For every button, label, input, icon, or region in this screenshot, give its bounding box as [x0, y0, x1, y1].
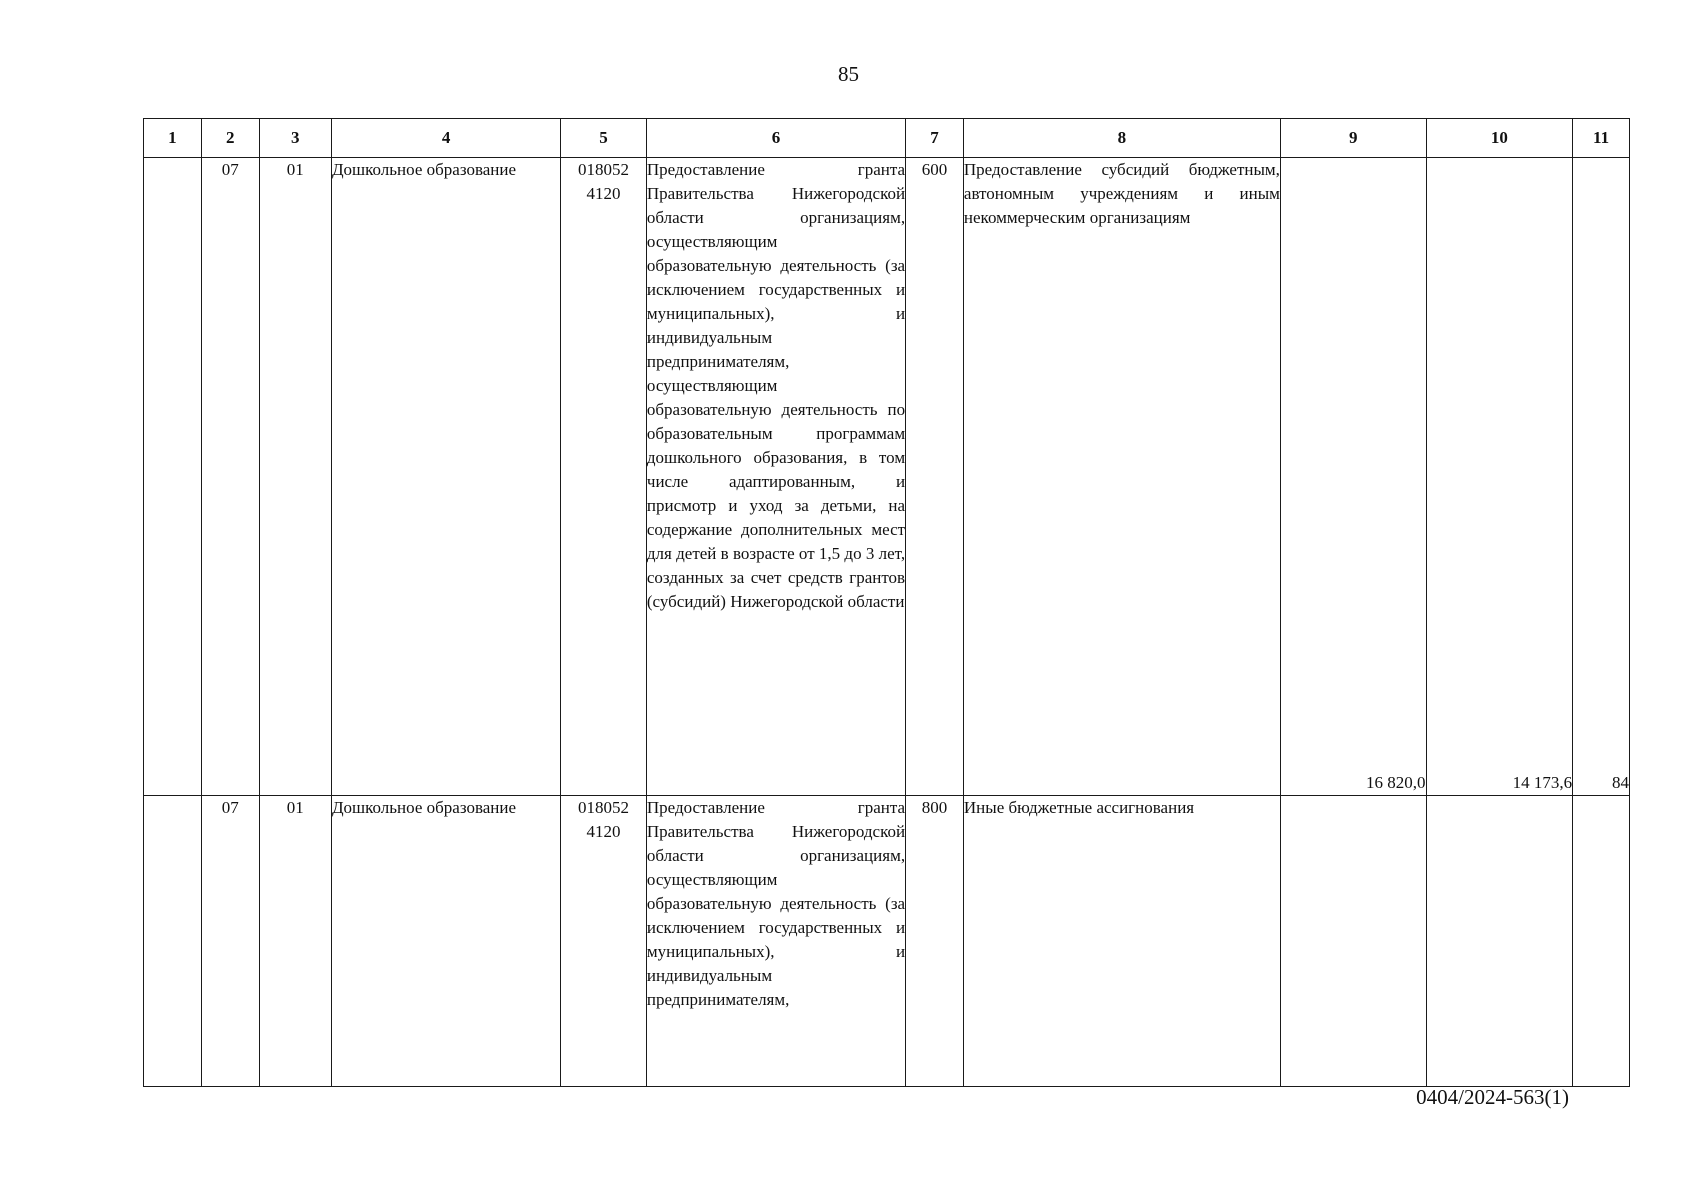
expense-type-code-cell: 600: [906, 158, 964, 796]
column-header: 1: [144, 119, 202, 158]
percent-cell: 84: [1573, 158, 1630, 796]
table-row: [144, 158, 1630, 796]
executed-amount-cell: [1426, 796, 1573, 1087]
column-header: 3: [259, 119, 331, 158]
target-article-code-part: 018052: [578, 798, 630, 817]
column-header: 7: [906, 119, 964, 158]
column-header: 8: [963, 119, 1280, 158]
target-article-name-cell: Предоставление гранта Правительства Нижегородской области организациям, осуществляющим образовательную деятельность (за исключением государственных и муниципальных), и индивидуальным предпринимателям, осуществляющим образовательную деятельность по образовательным программам дошкольного образования, в том числе адаптированным, и присмотр и уход за детьми, на содержание дополнительных мест для детей в возрасте от 1,5 до 3 лет, созданных за счет средств грантов (субсидий) Нижегородской области: [646, 158, 905, 796]
column-header: 4: [331, 119, 560, 158]
column-header: 2: [201, 119, 259, 158]
page-number: 85: [838, 62, 859, 86]
document-id: 0404/2024-563(1): [1416, 1085, 1569, 1109]
target-article-code-part: 018052: [578, 160, 630, 179]
executed-amount-cell: 14 173,6: [1426, 158, 1573, 796]
header-row: [144, 119, 1630, 158]
expense-type-name-cell: Предоставление субсидий бюджетным, автономным учреждениям и иным некоммерческим организациям: [963, 158, 1280, 796]
column-header: 11: [1573, 119, 1630, 158]
target-article-name-cell: Предоставление гранта Правительства Нижегородской области организациям, осуществляющим образовательную деятельность (за исключением государственных и муниципальных), и индивидуальным предпринимателям,: [646, 796, 905, 1087]
section-code-cell: 07: [201, 158, 259, 796]
target-article-cell: [561, 796, 647, 1087]
subsection-code-cell: 01: [259, 796, 331, 1087]
section-name-cell: Дошкольное образование: [331, 158, 560, 796]
subsection-code-cell: 01: [259, 158, 331, 796]
expense-type-name-cell: Иные бюджетные ассигнования: [963, 796, 1280, 1087]
target-article-code-part: 4120: [586, 822, 621, 841]
row-number-cell: [144, 796, 202, 1087]
expense-type-code-cell: 800: [906, 796, 964, 1087]
section-code-cell: 07: [201, 796, 259, 1087]
section-name-cell: Дошкольное образование: [331, 796, 560, 1087]
column-header: 9: [1280, 119, 1426, 158]
column-header: 10: [1426, 119, 1573, 158]
budget-table: [143, 118, 1630, 1087]
target-article-cell: [561, 158, 647, 796]
column-header: 5: [561, 119, 647, 158]
target-article-code-part: 4120: [586, 184, 621, 203]
amount-cell: [1280, 796, 1426, 1087]
amount-cell: 16 820,0: [1280, 158, 1426, 796]
column-header: 6: [646, 119, 905, 158]
table-row: [144, 796, 1630, 1087]
percent-cell: [1573, 796, 1630, 1087]
row-number-cell: [144, 158, 202, 796]
